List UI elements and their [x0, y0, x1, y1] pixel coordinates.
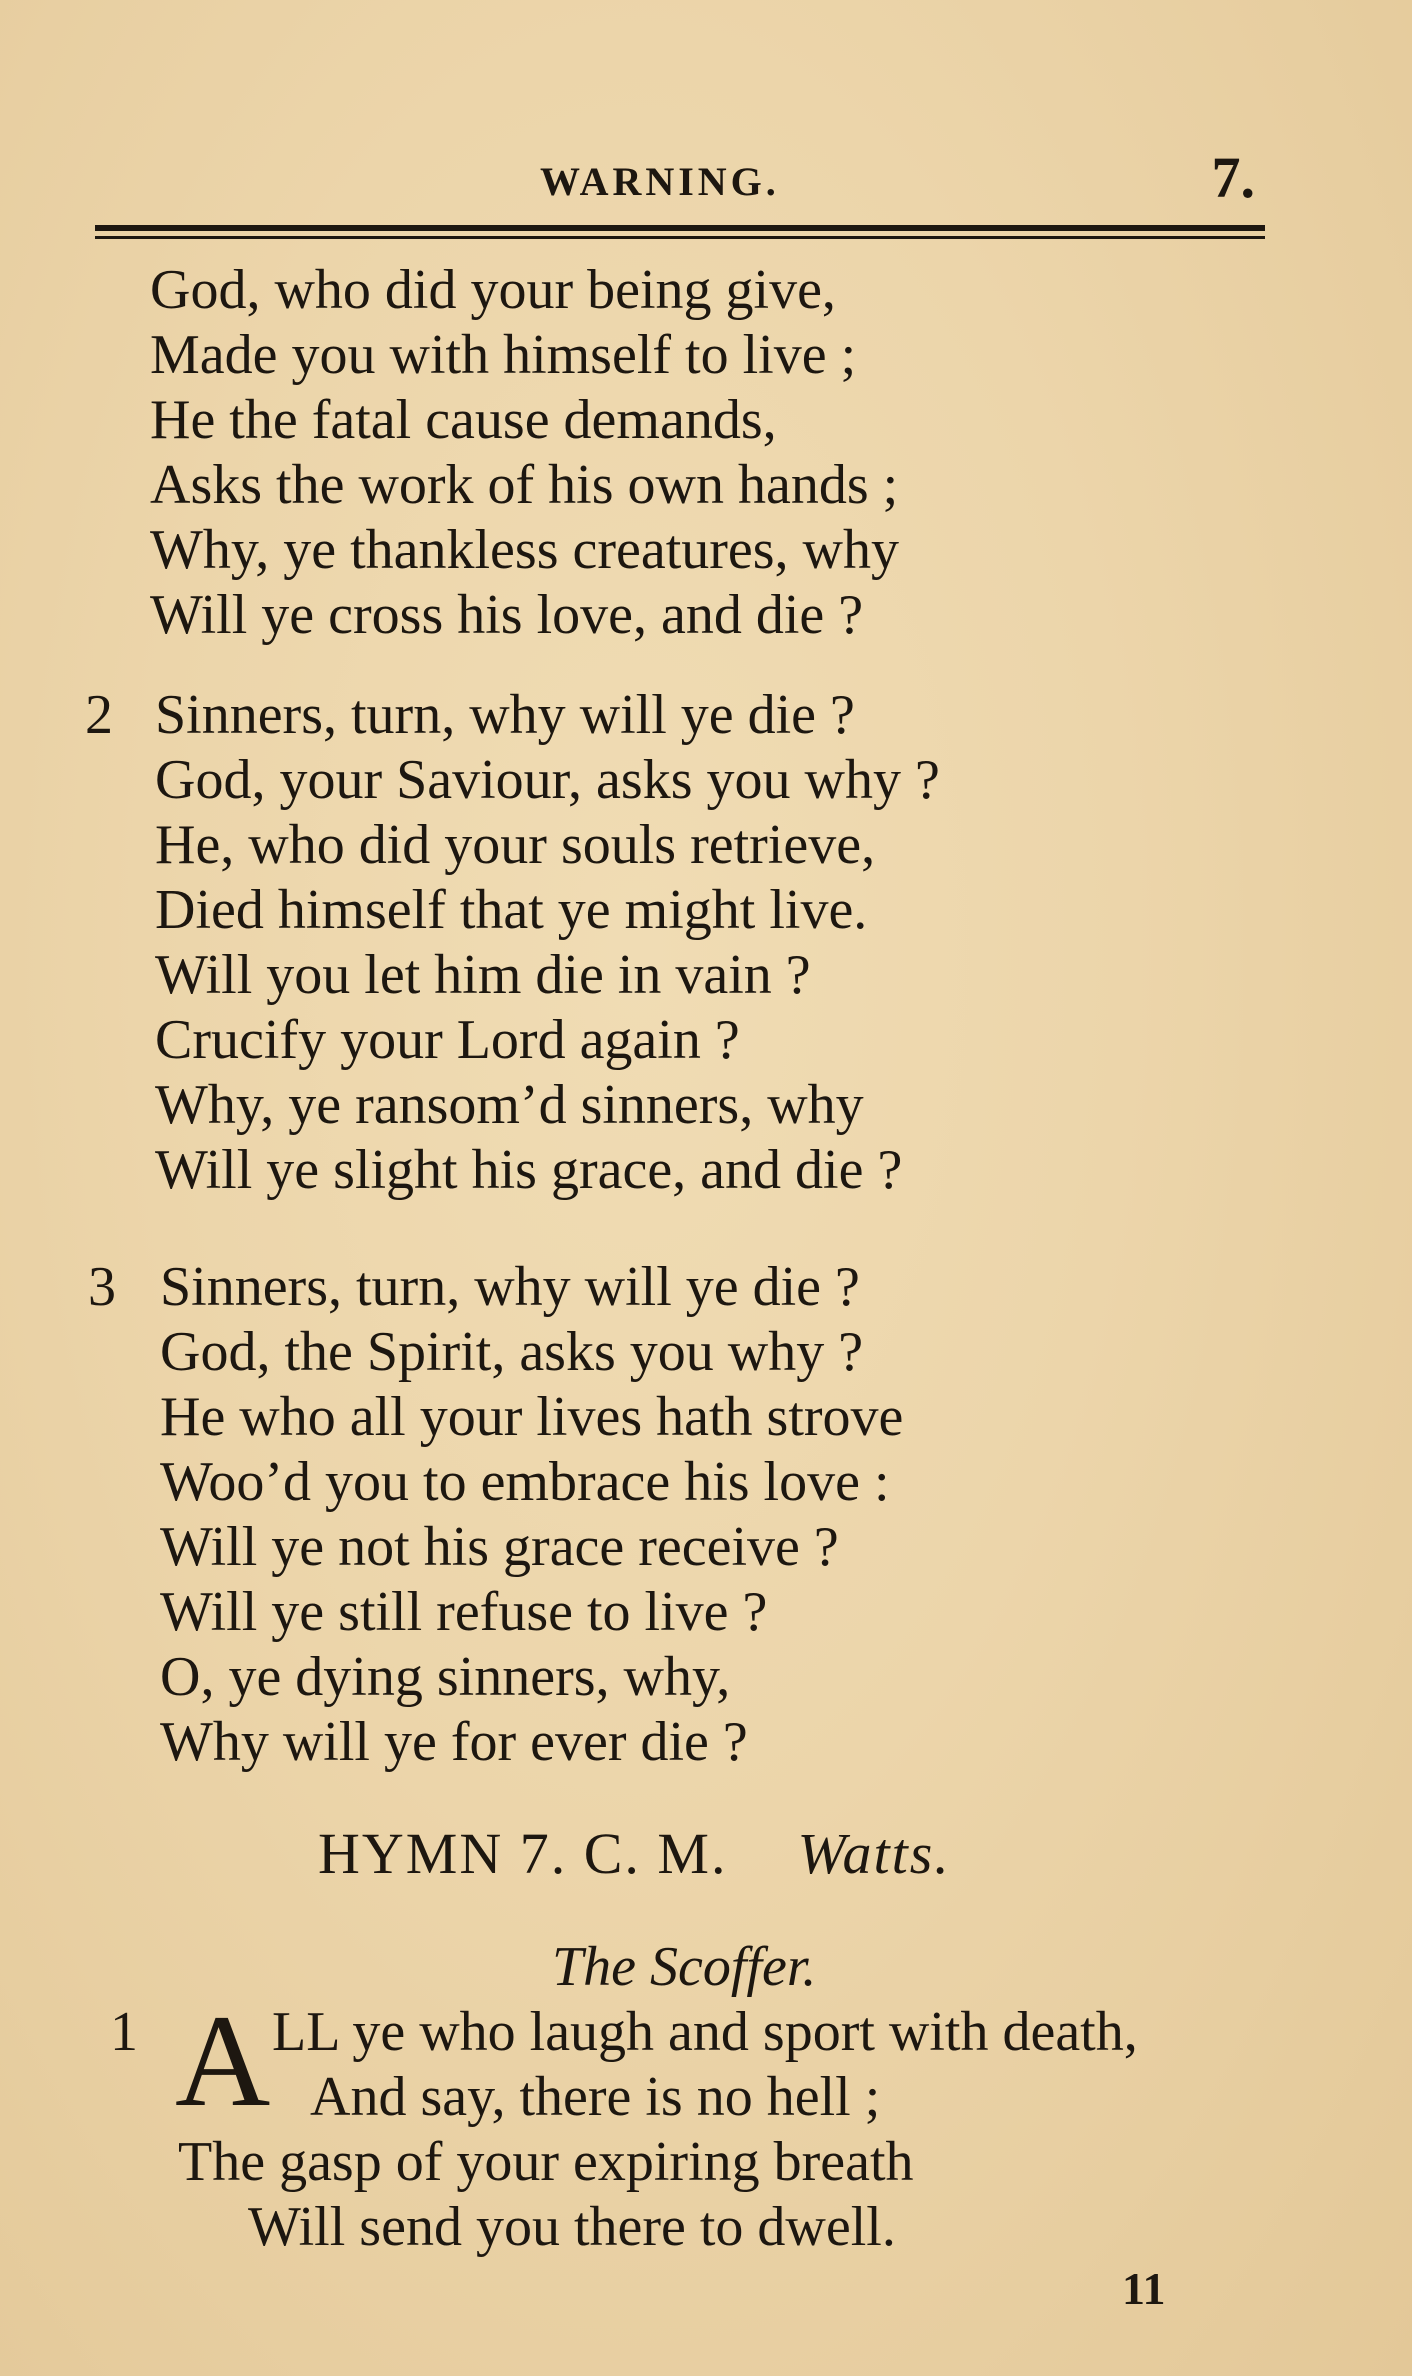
stanza3-line-2: God, the Spirit, asks you why ?: [160, 1321, 864, 1383]
stanza2-line-4: Died himself that ye might live.: [155, 879, 868, 941]
stanza1-line-1: God, who did your being give,: [150, 259, 836, 321]
stanza2-line-3: He, who did your souls retrieve,: [155, 814, 876, 876]
stanza1-line-6: Will ye cross his love, and die ?: [150, 584, 864, 646]
stanza3-line-6: Will ye still refuse to live ?: [160, 1581, 768, 1643]
hymn-heading: [318, 1820, 951, 1887]
stanza1-line-3: He the fatal cause demands,: [150, 389, 777, 451]
stanza4-line-1: LL ye who laugh and sport with death,: [272, 2001, 1138, 2063]
stanza1-line-5: Why, ye thankless creatures, why: [150, 519, 899, 581]
stanza2-line-1: Sinners, turn, why will ye die ?: [155, 684, 855, 746]
page-number: 7.: [1211, 145, 1255, 210]
stanza2-line-2: God, your Saviour, asks you why ?: [155, 749, 940, 811]
stanza3-line-8: Why will ye for ever die ?: [160, 1711, 748, 1773]
stanza1-line-2: Made you with himself to live ;: [150, 324, 857, 386]
stanza3-number: 3: [88, 1256, 116, 1318]
stanza2-line-6: Crucify your Lord again ?: [155, 1009, 740, 1071]
stanza3-line-4: Woo’d you to embrace his love :: [160, 1451, 890, 1513]
header-rule-thin: [95, 236, 1265, 239]
stanza3-line-3: He who all your lives hath strove: [160, 1386, 904, 1448]
hymn-title: HYMN 7. C. M.: [318, 1821, 728, 1886]
hymn-author: Watts.: [797, 1821, 951, 1886]
stanza2-line-7: Why, ye ransom’d sinners, why: [155, 1074, 864, 1136]
running-header: [95, 145, 1265, 210]
stanza4-line-2: And say, there is no hell ;: [310, 2066, 881, 2128]
stanza4-line-4: Will send you there to dwell.: [248, 2196, 896, 2258]
stanza4-line-3: The gasp of your expiring breath: [178, 2131, 914, 2193]
hymn-subtitle: The Scoffer.: [552, 1936, 817, 1998]
header-rule-thick: [95, 225, 1265, 231]
stanza1-line-4: Asks the work of his own hands ;: [150, 454, 899, 516]
drop-cap: A: [175, 1987, 271, 2134]
stanza4-number: 1: [110, 2001, 138, 2063]
stanza3-line-5: Will ye not his grace receive ?: [160, 1516, 839, 1578]
stanza2-number: 2: [85, 684, 113, 746]
stanza2-line-5: Will you let him die in vain ?: [155, 944, 811, 1006]
stanza2-line-8: Will ye slight his grace, and die ?: [155, 1139, 903, 1201]
stanza3-line-7: O, ye dying sinners, why,: [160, 1646, 731, 1708]
stanza3-line-1: Sinners, turn, why will ye die ?: [160, 1256, 860, 1318]
signature-mark: 11: [1122, 2263, 1166, 2314]
header-title: WARNING.: [540, 159, 780, 204]
